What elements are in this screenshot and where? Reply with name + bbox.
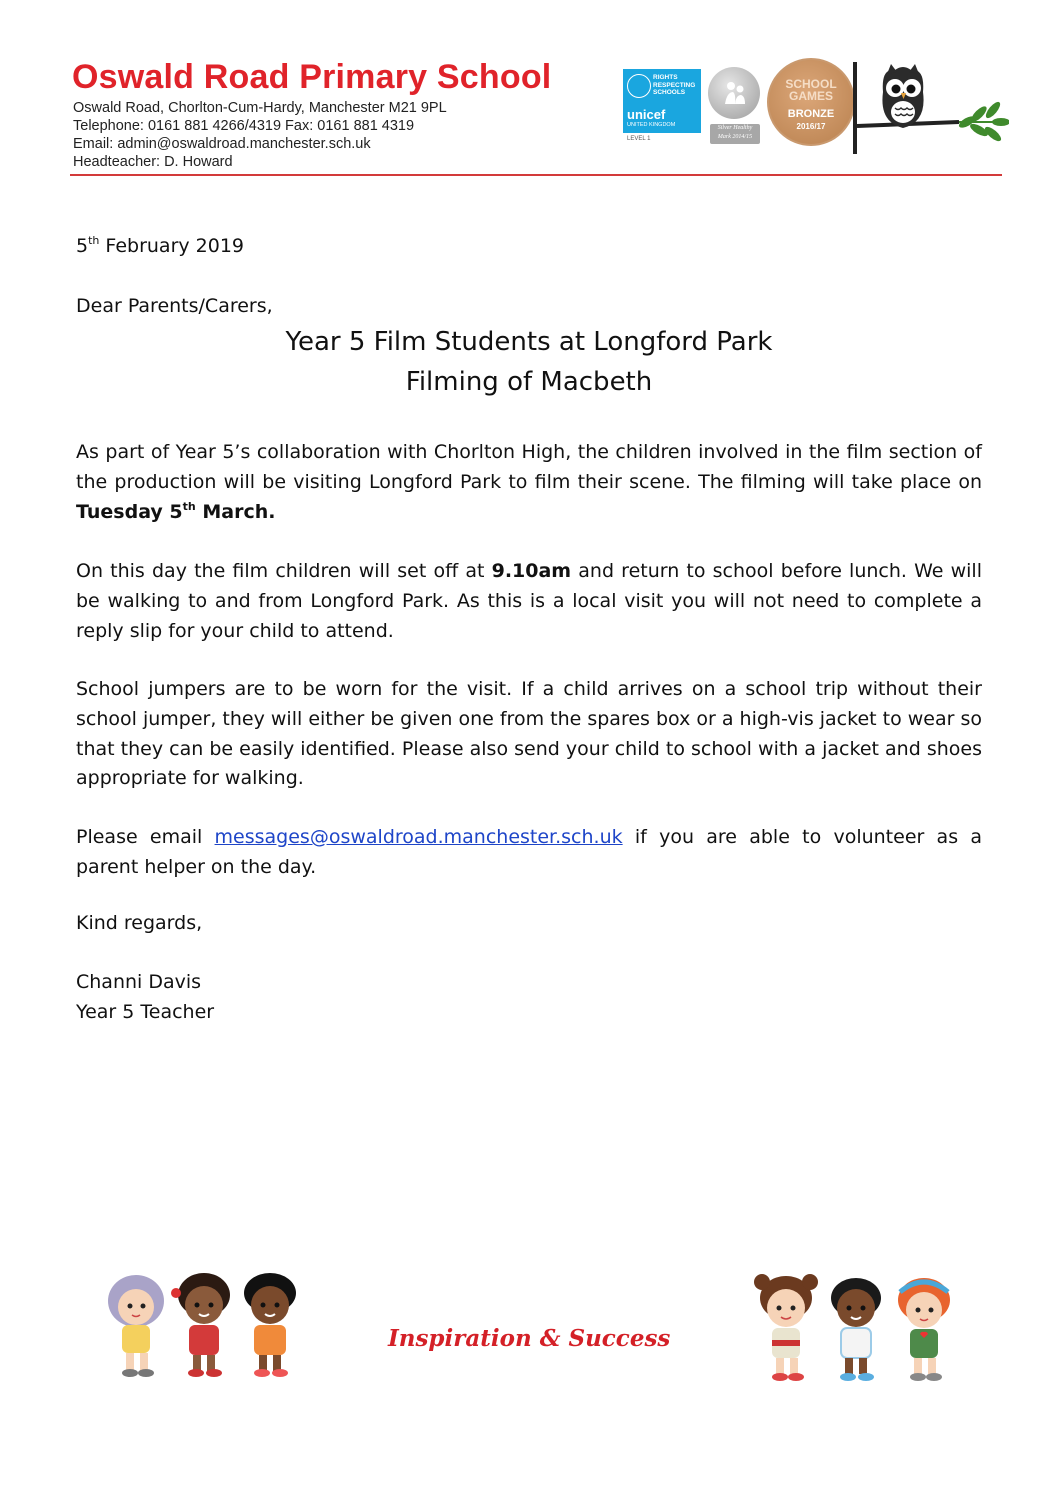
rights-respecting-schools-badge [623,69,701,133]
school-email: Email: admin@oswaldroad.manchester.sch.uk [73,136,371,152]
signatory-role: Year 5 Teacher [76,1001,215,1023]
school-games-year: 2016/17 [796,122,826,131]
salutation: Dear Parents/Carers, [76,295,273,317]
children-illustration-left [96,1265,314,1385]
school-telephone: Telephone: 0161 881 4266/4319 Fax: 0161 881 4319 [73,118,415,134]
people-icon [722,80,748,106]
school-games-level: BRONZE [787,108,835,120]
healthy-school-logo [708,67,760,119]
owl-on-branch-logo [851,62,1009,154]
headteacher: Headteacher: D. Howard [73,154,233,170]
volunteer-email-link[interactable]: messages@oswaldroad.manchester.sch.uk [214,826,623,848]
letter-subtitle: Filming of Macbeth [405,367,653,397]
letter-date: 5th February 2019 [76,234,245,257]
paragraph-filming-date: As part of Year 5’s collaboration with Chorlton High, the children involved in the film section of the production will be visiting Longford Park to film their scene. The filming will take place on Tuesday 5th March. [76,441,982,523]
unicef-wordmark: unicef [627,107,666,122]
healthy-school-badge [706,67,762,145]
paragraph-volunteer: Please email messages@oswaldroad.manchester.sch.uk if you are able to volunteer as a parent helper on the day. [76,826,982,878]
healthy-school-label: Silver Healthy Mark 2014/15 [710,124,760,144]
letter-title: Year 5 Film Students at Longford Park [285,327,773,357]
signatory-name: Channi Davis [76,971,202,993]
rrs-level: LEVEL 1 [627,136,651,142]
children-illustration-right [748,1268,966,1390]
school-games-wordmark: SCHOOL GAMES [785,77,837,103]
rrs-country: UNITED KINGDOM [627,122,676,128]
globe-icon [627,74,651,98]
school-motto: Inspiration & Success [388,1325,671,1352]
rrs-badge-text: RIGHTS RESPECTING SCHOOLS [653,74,696,96]
paragraph-departure-time: On this day the film children will set off at 9.10am and return to school before lunch. We will be walking to and from Longford Park. As this is a local visit you will not need to complete a reply slip for your child to attend. [76,560,982,642]
closing: Kind regards, [76,912,203,934]
paragraph-dress-code: School jumpers are to be worn for the visit. If a child arrives on a school trip without their school jumper, they will either be given one from the spares box or a high-vis jacket to wear so that they can be easily identified. Please also send your child to school with a jacket and shoes appropriate for walking. [76,678,982,790]
school-name: Oswald Road Primary School [72,58,552,96]
filming-date: Tuesday 5th March. [76,499,276,523]
school-contact-block [73,99,447,171]
departure-time: 9.10am [491,560,572,582]
school-games-bronze-badge [767,58,855,146]
letterhead-divider [70,174,1002,176]
school-address: Oswald Road, Chorlton-Cum-Hardy, Manchester M21 9PL [73,100,447,116]
